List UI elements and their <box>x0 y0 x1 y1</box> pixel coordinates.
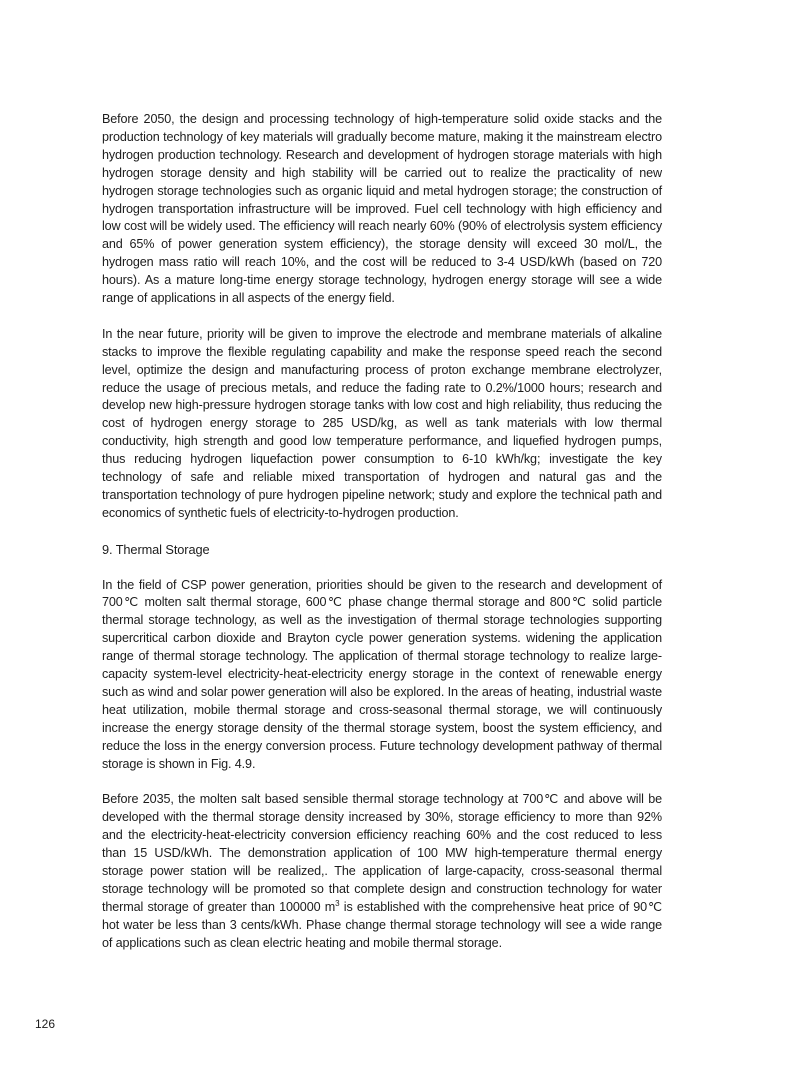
paragraph-hydrogen-near-future: In the near future, priority will be given to improve the electrode and membrane materials of alkaline stacks to improve the flexible regulating capability and make the response speed reach the second level, optimize the design and manufacturing process of proton exchange membrane electrolyzer, reduce the usage of precious metals, and reduce the fading rate to 0.2%/1000 hours; research and develop new high-pressure hydrogen storage tanks with low cost and high reliability, thus reducing the cost of hydrogen energy storage to 285 USD/kg, as well as tank materials with low thermal conductivity, high strength and good low temperature performance, and liquefied hydrogen pumps, thus reducing hydrogen liquefaction power consumption to 6-10 kWh/kg; investigate the key technology of safe and reliable mixed transportation of hydrogen and natural gas and the transportation technology of pure hydrogen pipeline network; study and explore the technical path and economics of synthetic fuels of electricity-to-hydrogen production. <box>102 326 662 520</box>
page-number: 126 <box>35 1017 56 1031</box>
paragraph-thermal-2035-part2: is established with the comprehensive heat price of 90℃ hot water be less than 3 cents/kWh. Phase change thermal storage technology will see a wide range of applications such as clean electric heating and mobile thermal storage. <box>102 899 662 950</box>
superscript-cubed: 3 <box>335 898 340 908</box>
section-heading-thermal-storage: 9. Thermal Storage <box>102 541 210 557</box>
paragraph-thermal-2035 <box>102 791 662 952</box>
paragraph-hydrogen-2050: Before 2050, the design and processing technology of high-temperature solid oxide stacks and the production technology of key materials will gradually become mature, making it the mainstream electro hydrogen production technology. Research and development of hydrogen storage materials with high hydrogen storage density and high stability will be carried out to realize the practicality of new hydrogen storage technologies such as organic liquid and metal hydrogen storage; the construction of hydrogen transportation infrastructure will be improved. Fuel cell technology with high efficiency and low cost will be widely used. The efficiency will reach nearly 60% (90% of electrolysis system efficiency and 65% of power generation system efficiency), the storage density will exceed 30 mol/L, the hydrogen mass ratio will reach 10%, and the cost will be reduced to 3-4 USD/kWh (based on 720 hours). As a mature long-time energy storage technology, hydrogen energy storage will see a wide range of applications in all aspects of the energy field. <box>102 112 662 306</box>
paragraph-thermal-csp: In the field of CSP power generation, priorities should be given to the research and development of 700℃ molten salt thermal storage, 600℃ phase change thermal storage and 800℃ solid particle thermal storage technology, as well as the investigation of thermal storage technologies supporting supercritical carbon dioxide and Brayton cycle power generation systems. widening the application range of thermal storage technology. The application of thermal storage technology to realize large-capacity system-level electricity-heat-electricity energy storage in the context of renewable energy such as wind and solar power generation will also be explored. In the areas of heating, industrial waste heat utilization, mobile thermal storage and cross-seasonal thermal storage, we will continuously increase the energy storage density of the thermal storage system, boost the system efficiency, and reduce the loss in the energy conversion process. Future technology development pathway of thermal storage is shown in Fig. 4.9. <box>102 577 662 771</box>
page-body <box>102 111 662 953</box>
paragraph-thermal-2035-part1: Before 2035, the molten salt based sensible thermal storage technology at 700℃ and above will be developed with the thermal storage density increased by 30%, storage efficiency to more than 92% and the electricity-heat-electricity conversion efficiency reaching 60% and the cost reduced to less than 15 USD/kWh. The demonstration application of 100 MW high-temperature thermal energy storage power station will be realized,. The application of large-capacity, cross-seasonal thermal storage technology will be promoted so that complete design and construction technology for water thermal storage of greater than 100000 m <box>102 792 662 914</box>
